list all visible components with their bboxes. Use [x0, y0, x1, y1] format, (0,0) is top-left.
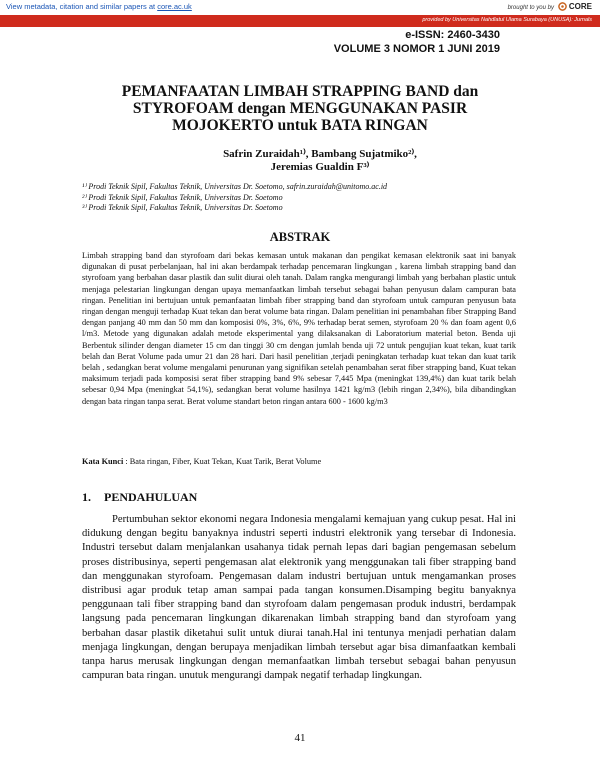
journal-issn: e-ISSN: 2460-3430	[405, 29, 500, 41]
core-brought-by-text: brought to you by	[507, 5, 554, 11]
core-logo[interactable]	[558, 2, 592, 11]
page-number: 41	[294, 732, 306, 744]
paper-title	[95, 83, 505, 134]
core-logo-icon	[558, 2, 567, 11]
section-number: 1.	[82, 490, 91, 504]
core-link-site[interactable]: core.ac.uk	[157, 2, 192, 11]
keywords-label: Kata Kunci	[82, 457, 124, 466]
title-line: STYROFOAM dengan MENGGUNAKAN PASIR	[132, 100, 468, 117]
affiliations	[82, 182, 387, 214]
body-paragraph: Pertumbuhan sektor ekonomi negara Indonesia mengalami kemajuan yang cukup pesat. Hal ini didukung dengan begitu banyaknya industri seperti industri elektronik yang tersebar di Indonesia. Industri tersebut dalam menjalankan usahanya tidak pernah lepas dari bagian pengemasan sebelum proses distribusinya, seperti pengemasan alat elektronik yang menggunakan tali fiber strapping band dan menggunakan styrofoam. Pengemasan dalam industri bertujuan untuk mengamankan proses distribusi agar produk tetap aman sampai pada tangan konsumen.Disamping begitu banyaknya penggunaan tali fiber strapping band dan styrofoam dalam pengemasan produk industri, berdampak langsung pada pencemaran lingkungan dikarenakan limbah strapping band dan styrofoam yang berbahan dasar plastik diketahui sulit untuk diurai tanah.Hal ini tentunya menjadi perhatian dalam menjaga lingkungan, dengan berupaya menjadikan limbah tersebut agar bisa dimanfaatkan kembali tanpa harus merusak lingkungan dengan memanfaatkan limbah tersebut sebagai bahan penyusun campuran bata ringan. unutuk mengurangi dampak negatif terhadap lingkungan.	[82, 514, 516, 682]
authors-line-1: Safrin Zuraidah¹⁾, Bambang Sujatmiko²⁾,	[223, 148, 417, 160]
keywords	[82, 457, 516, 466]
authors-line-2: Jeremias Gualdin F³⁾	[270, 161, 370, 173]
keywords-text: : Bata ringan, Fiber, Kuat Tekan, Kuat Tarik, Berat Volume	[125, 457, 322, 466]
core-link-prefix: View metadata, citation and similar papers at	[6, 2, 158, 11]
title-line: MOJOKERTO untuk BATA RINGAN	[172, 117, 428, 134]
section-body	[82, 513, 516, 683]
core-metadata-link[interactable]	[6, 2, 192, 11]
journal-volume: VOLUME 3 NOMOR 1 JUNI 2019	[333, 43, 500, 55]
title-line: PEMANFAATAN LIMBAH STRAPPING BAND dan	[121, 83, 479, 100]
abstract-text: Limbah strapping band dan styrofoam dari bekas kemasan untuk makanan dan pengikat kemasan elektronik saat ini banyak digunakan di pusat perbelanjaan, hal ini akan berdampak terhadap pencemaran lingkungan , karena limbah strapping band dan styrofoam yang berbahan dasar plastik dan sulit diurai oleh tanah. Dalam rangka mengurangi limbah yang berbahan plastic untuk menjaga pelestarian lingkungan dengan upaya memanfaatkan limbah tersebut sebagai bahan penyusun dalam campuran bata ringan. Penelitian ini bertujuan untuk pemanfaatan limbah fiber strapping band dan styrofoam untuk campuran penyusun bata ringan dengan menguji terhadap Kuat tekan dan berat volume bata ringan. Dalam penelitian ini penambahan fiber Strapping Band dengan panjang 40 mm dan 50 mm dan komposisi 0%, 3%, 6%, 9% terhadap berat semen, styrofoam 20 % dan foam agent 0,6 l/m3. Metode yang digunakan adalah metode eksperimental yang dilaksanakan di Laboratorium material beton. Benda uji Berbentuk silinder dengan diameter 15 cm dan tinggi 30 cm dengan jumlah benda uji 72 untuk pengujian kuat tekan, kuat tarik belah dan Berat Volume pada umur 21 dan 28 hari. Dari hasil penelitian ,terjadi peningkatan terhadap kuat tekan dan kuat tarik belah , sedangkan berat volume mengalami penurunan yang signifikan setelah penambahan serat fiber strapping band, Kuat tekan maksimum terjadi pada komposisi serat fiber strapping band 9% sebesar 7,445 Mpa (meningkat 139,4%) dan kuat tarik belah sebesar 0,94 Mpa (meningkat 54,1%), sedangkan berat volume hasilnya 1421 kg/m3 (lebih ringan 2,34%), bila dibandingkan dengan bata ringan tanpa serat. Berat volume standart beton ringan antara 600 - 1600 kg/m3	[82, 251, 516, 406]
core-banner	[0, 0, 600, 28]
core-provided-by: provided by Universitas Nahdlatul Ulama Surabaya (UNUSA): Jurnals	[422, 17, 592, 23]
section-title: PENDAHULUAN	[104, 490, 198, 504]
core-logo-text: CORE	[568, 2, 592, 11]
affiliation-item: ³⁾ Prodi Teknik Sipil, Fakultas Teknik, Universitas Dr. Soetomo	[82, 203, 283, 212]
abstract-heading: ABSTRAK	[269, 230, 331, 244]
authors	[170, 148, 470, 174]
affiliation-item: ²⁾ Prodi Teknik Sipil, Fakultas Teknik, Universitas Dr. Soetomo	[82, 192, 283, 202]
affiliation-item: ¹⁾ Prodi Teknik Sipil, Fakultas Teknik, Universitas Dr. Soetomo, safrin.zuraidah@unitomo.ac.id	[82, 182, 388, 191]
section-heading	[82, 490, 197, 505]
core-brought-by	[508, 2, 592, 11]
